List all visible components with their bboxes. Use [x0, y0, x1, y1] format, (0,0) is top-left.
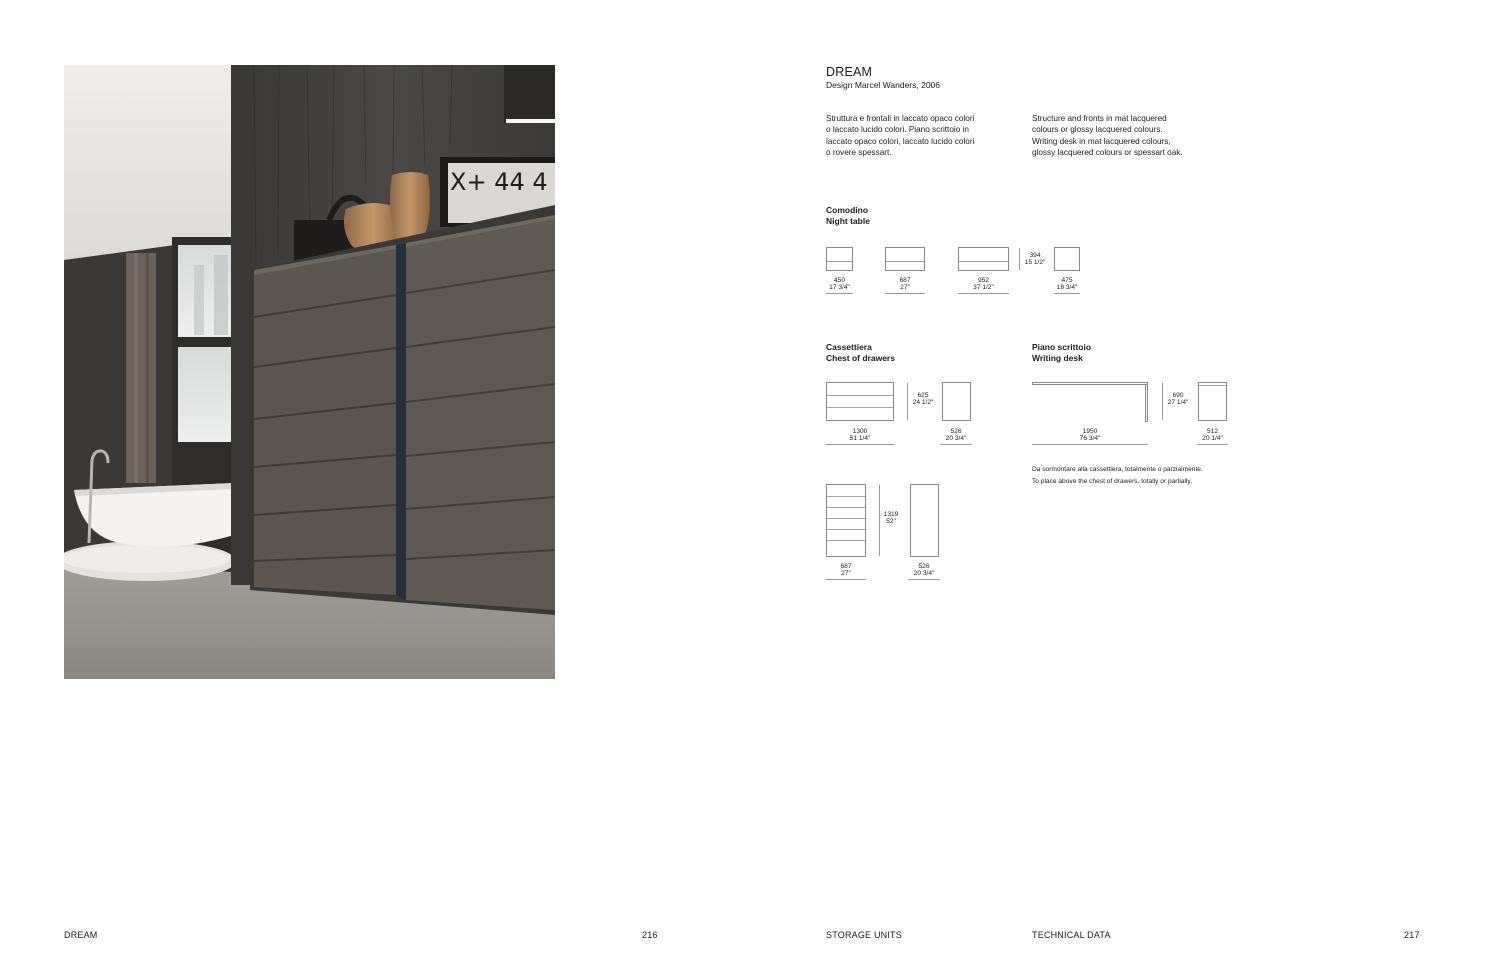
dimension-mm: 394	[1029, 252, 1041, 259]
heading-italian: Piano scrittoio	[1032, 342, 1092, 352]
night-table-heading	[826, 205, 870, 227]
dimension-mm: 526	[918, 563, 930, 570]
desk-note	[1032, 464, 1203, 488]
note-english: To place above the chest of drawers, totally or partially.	[1032, 478, 1193, 485]
description-english	[1032, 113, 1212, 159]
heading-italian: Cassettiera	[826, 342, 872, 352]
night-table-height-line	[1019, 248, 1020, 270]
designer-credit: Design Marcel Wanders, 2006	[826, 80, 941, 90]
dimension-mm: 625	[917, 392, 929, 399]
heading-english: Night table	[826, 216, 870, 226]
night-table-width-large	[958, 278, 1009, 294]
dimension-mm: 1950	[1082, 428, 1098, 435]
chest-wide-height-line	[907, 383, 908, 420]
night-table-width-medium	[885, 278, 925, 294]
dimension-inch: 24 1/2"	[912, 398, 934, 406]
night-table-drawing-medium	[885, 247, 925, 271]
description-line: Writing desk in mat lacquered colours,	[1032, 136, 1171, 146]
description-line: o rovere spessart.	[826, 148, 892, 158]
chest-wide-side-drawing	[942, 382, 971, 421]
night-table-width-small	[826, 278, 853, 294]
product-title: DREAM	[826, 65, 873, 79]
chest-wide-front-drawing	[826, 382, 894, 421]
chest-tall-width	[826, 564, 866, 580]
description-line: laccato opaco colori, laccato lucido colori	[826, 136, 975, 146]
dimension-inch: 20 3/4"	[908, 571, 940, 581]
footer-left-title: DREAM	[64, 930, 98, 940]
dimension-mm: 690	[1172, 392, 1184, 399]
dimension-inch: 20 3/4"	[940, 436, 972, 446]
night-table-drawing-small	[826, 247, 853, 271]
dimension-mm: 952	[977, 277, 989, 284]
dimension-mm: 1319	[883, 511, 899, 518]
footer-left-page-number: 216	[642, 930, 658, 940]
heading-italian: Comodino	[826, 205, 869, 215]
dimension-inch: 76 3/4"	[1032, 436, 1148, 446]
description-line: Structure and fronts in mat lacquered	[1032, 114, 1167, 123]
chest-tall-height	[881, 512, 901, 525]
dimension-inch: 52"	[886, 517, 896, 525]
dimension-inch: 20 1/4"	[1197, 436, 1228, 446]
chest-wide-depth	[940, 429, 972, 445]
dimension-mm: 687	[840, 563, 852, 570]
dimension-mm: 512	[1206, 428, 1218, 435]
desk-height-line	[1162, 383, 1163, 420]
description-line: glossy lacquered colours or spessart oak.	[1032, 148, 1183, 158]
chest-wide-width	[826, 429, 894, 445]
description-line: o laccato lucido colori. Piano scrittoio in	[826, 125, 969, 135]
dimension-inch: 15 1/2"	[1024, 258, 1046, 266]
dimension-inch: 27 1/4"	[1167, 398, 1189, 406]
desk-width	[1032, 429, 1148, 445]
dimension-inch: 18 3/4"	[1054, 285, 1080, 295]
chest-tall-height-line	[879, 485, 880, 556]
dimension-mm: 526	[950, 428, 962, 435]
svg-text:X+ 44 4: X+ 44 4	[450, 168, 548, 196]
description-line: Struttura e frontali in laccato opaco colori	[826, 114, 975, 123]
description-italian	[826, 113, 1006, 159]
dimension-inch: 27"	[826, 571, 866, 581]
description-line: colours or glossy lacquered colours.	[1032, 125, 1163, 135]
chest-wide-height	[909, 393, 937, 406]
dimension-mm: 450	[833, 277, 845, 284]
dimension-mm: 687	[899, 277, 911, 284]
bedroom-scene-illustration	[64, 65, 555, 679]
desk-depth	[1197, 429, 1228, 445]
dimension-inch: 37 1/2"	[958, 285, 1009, 295]
heading-english: Chest of drawers	[826, 353, 895, 363]
desk-side-drawing	[1198, 382, 1227, 421]
night-table-depth	[1054, 278, 1080, 294]
heading-english: Writing desk	[1032, 353, 1083, 363]
dimension-inch: 27"	[885, 285, 925, 295]
desk-heading	[1032, 342, 1091, 364]
chest-tall-side-drawing	[910, 484, 939, 557]
chest-tall-front-drawing	[826, 484, 866, 557]
chest-tall-depth	[908, 564, 940, 580]
footer-right-page-number: 217	[1404, 930, 1420, 940]
footer-section: STORAGE UNITS	[826, 930, 902, 940]
dimension-mm: 475	[1061, 277, 1073, 284]
dimension-mm: 1300	[852, 428, 868, 435]
night-table-drawing-large	[958, 247, 1009, 271]
chest-heading	[826, 342, 895, 364]
dimension-inch: 51 1/4"	[826, 436, 894, 446]
desk-height	[1164, 393, 1192, 406]
desk-front-drawing	[1032, 382, 1149, 422]
dimension-inch: 17 3/4"	[826, 285, 853, 295]
footer-subsection: TECHNICAL DATA	[1032, 930, 1111, 940]
night-table-height	[1022, 253, 1048, 266]
note-italian: Da sormontare alla cassettiera, totalmente o parzialmente.	[1032, 466, 1203, 473]
night-table-side-drawing	[1054, 247, 1080, 271]
product-photo	[64, 65, 555, 679]
